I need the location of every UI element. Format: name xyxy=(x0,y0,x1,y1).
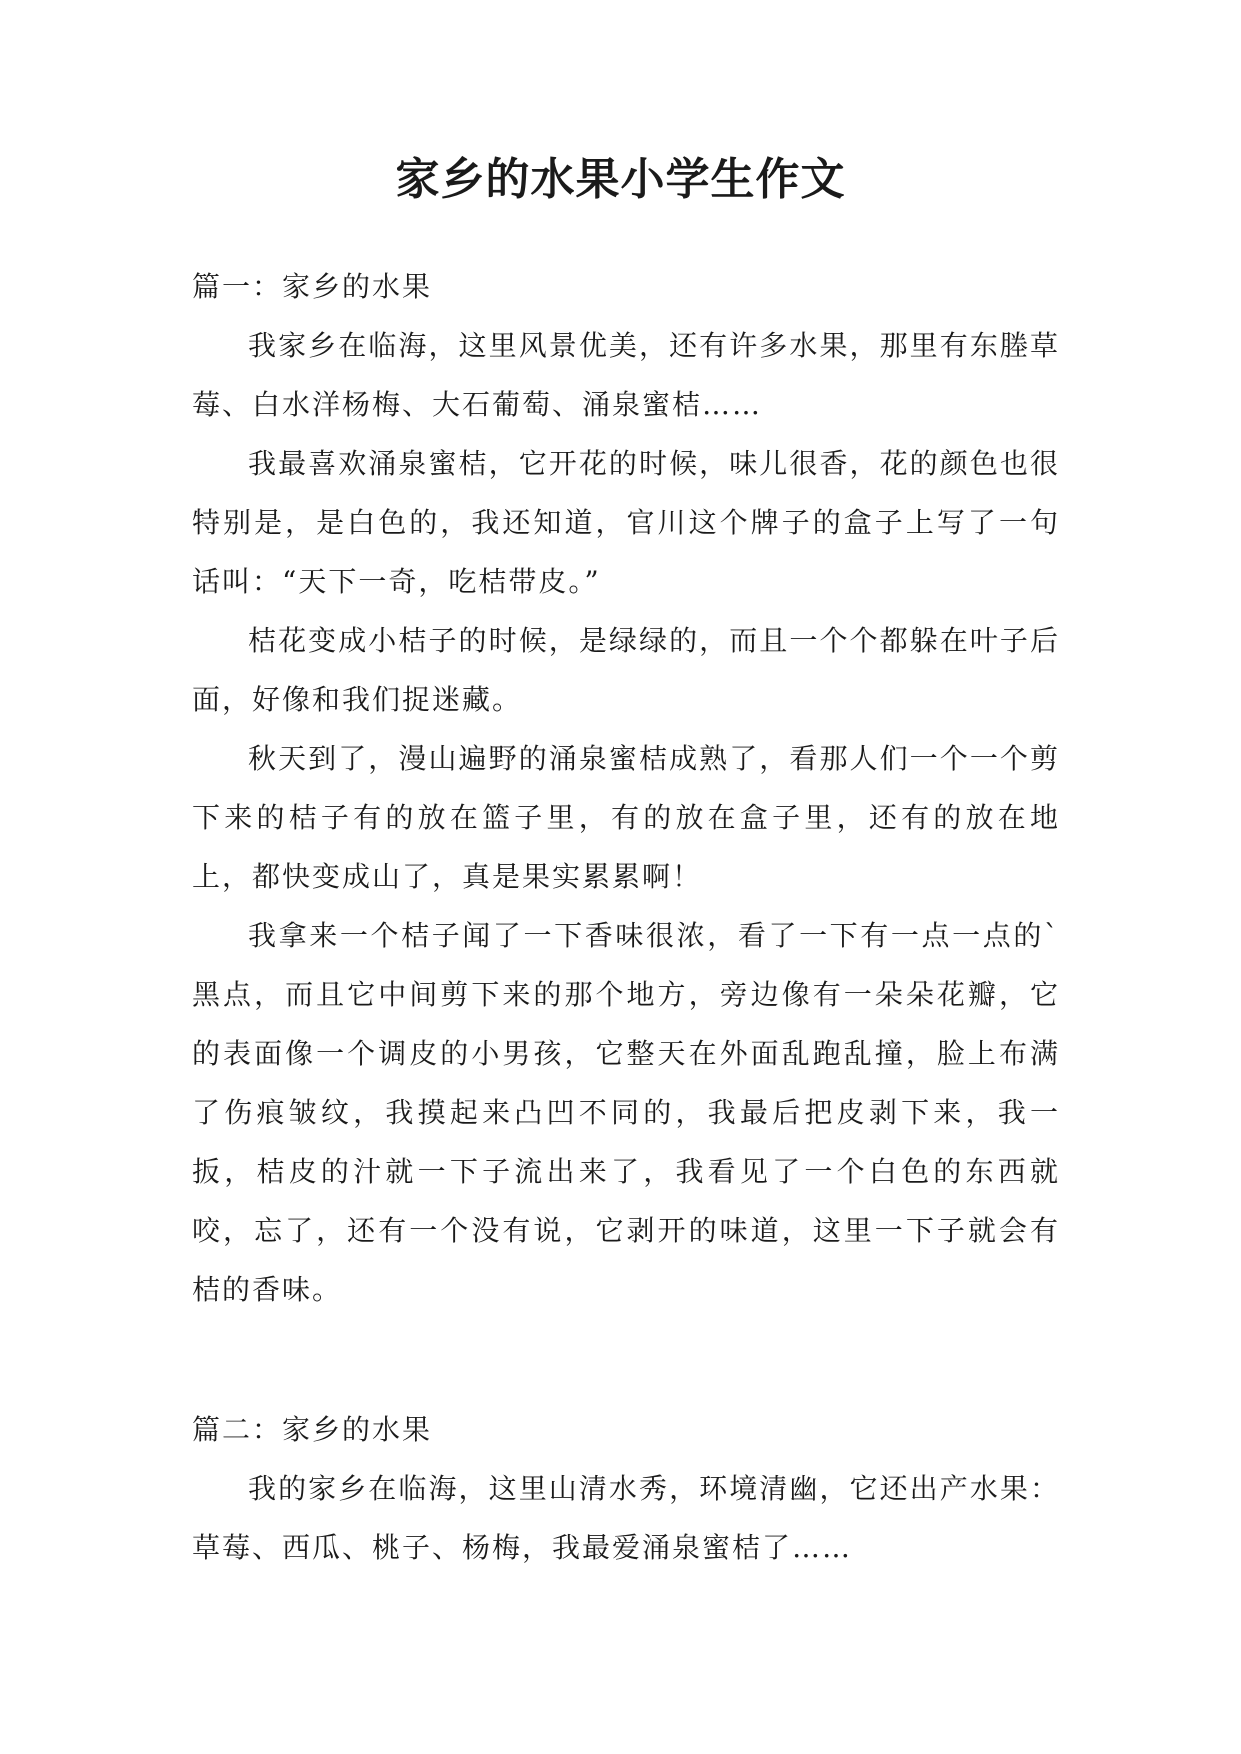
paragraph: 我最喜欢涌泉蜜桔，它开花的时候，味儿很香，花的颜色也很特别是，是白色的，我还知道，官川这个牌子的盒子上写了一句话叫：“天下一奇，吃桔带皮。” xyxy=(192,447,1060,598)
paragraph: 秋天到了，漫山遍野的涌泉蜜桔成熟了，看那人们一个一个剪下来的桔子有的放在篮子里，有的放在盒子里，还有的放在地上，都快变成山了，真是果实累累啊！ xyxy=(192,742,1060,893)
essay-section-1 xyxy=(192,257,1060,1319)
paragraph: 桔花变成小桔子的时候，是绿绿的，而且一个个都躲在叶子后面，好像和我们捉迷藏。 xyxy=(192,624,1060,716)
paragraph: 我拿来一个桔子闻了一下香味很浓，看了一下有一点一点的`黑点，而且它中间剪下来的那个地方，旁边像有一朵朵花瓣，它的表面像一个调皮的小男孩，它整天在外面乱跑乱撞，脸上布满了伤痕皱纹，我摸起来凸凹不同的，我最后把皮剥下来，我一扳，桔皮的汁就一下子流出来了，我看见了一个白色的东西就咬，忘了，还有一个没有说，它剥开的味道，这里一下子就会有桔的香味。 xyxy=(192,919,1060,1306)
paragraph: 我家乡在临海，这里风景优美，还有许多水果，那里有东塍草莓、白水洋杨梅、大石葡萄、涌泉蜜桔…… xyxy=(192,329,1060,421)
essay-section-2 xyxy=(192,1400,1060,1577)
document-title: 家乡的水果小学生作文 xyxy=(395,154,846,205)
section-heading: 篇一：家乡的水果 xyxy=(192,270,433,303)
section-heading: 篇二：家乡的水果 xyxy=(192,1413,433,1446)
paragraph: 我的家乡在临海，这里山清水秀，环境清幽，它还出产水果：草莓、西瓜、桃子、杨梅，我最爱涌泉蜜桔了…… xyxy=(192,1472,1060,1564)
